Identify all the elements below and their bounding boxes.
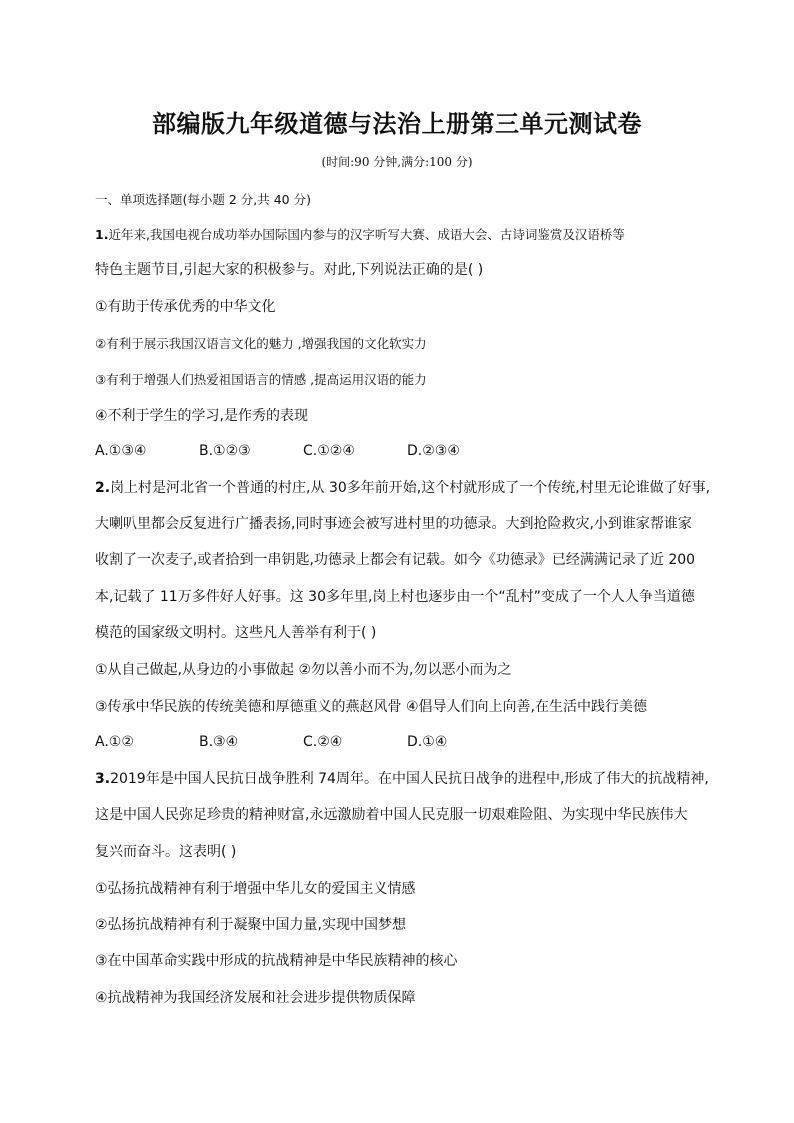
- question-3-item-4: ④抗战精神为我国经济发展和社会进步提供物质保障: [95, 990, 416, 1006]
- question-1-item-1: ①有助于传承优秀的中华文化: [95, 299, 276, 315]
- question-3-item-1: ①弘扬抗战精神有利于增强中华儿女的爱国主义情感: [95, 881, 416, 897]
- question-1-stem-line-1: [95, 226, 625, 244]
- question-2-stem-line-3: 收割了一次麦子,或者拾到一串钥匙,功德录上都会有记载。如今《功德录》已经满满记录了近 200: [95, 552, 696, 568]
- exam-title: 部编版九年级道德与法治上册第三单元测试卷: [152, 110, 642, 138]
- question-2-item-1: ①从自己做起,从身边的小事做起 ②勿以善小而不为,勿以恶小而为之: [95, 662, 512, 678]
- question-1-number: 1.: [95, 227, 109, 242]
- question-1-stem-text: 近年来,我国电视台成功举办国际国内参与的汉字听写大赛、成语大会、古诗词鉴赏及汉语桥等: [108, 227, 625, 242]
- question-1-item-3: ③有利于增强人们热爱祖国语言的情感 ,提高运用汉语的能力: [95, 372, 427, 387]
- question-2-stem-line-5: 模范的国家级文明村。这些凡人善举有利于( ): [95, 625, 377, 641]
- question-2-option-d: D.①④: [407, 734, 448, 750]
- question-2-option-b: B.③④: [199, 734, 239, 750]
- question-3-stem-line-2: 这是中国人民弥足珍贵的精神财富,永远激励着中国人民克服一切艰难险阻、为实现中华民族伟大: [95, 807, 688, 823]
- question-3-stem-line-3: 复兴而奋斗。这表明( ): [95, 844, 237, 860]
- question-2-stem-text: 岗上村是河北省一个普通的村庄,从 30多年前开始,这个村就形成了一个传统,村里无论谁做了好事,: [110, 480, 711, 496]
- question-3-item-3: ③在中国革命实践中形成的抗战精神是中华民族精神的核心: [95, 953, 458, 969]
- question-1-item-4: ④不利于学生的学习,是作秀的表现: [95, 408, 309, 424]
- question-1-stem-line-2: 特色主题节目,引起大家的积极参与。对此,下列说法正确的是( ): [95, 262, 484, 278]
- question-2-stem-line-4: 本,记载了 11万多件好人好事。这 30多年里,岗上村也逐步由一个“乱村”变成了一个人人争当道德: [95, 589, 695, 605]
- question-1-option-a: A.①③④: [95, 443, 147, 459]
- question-1-options: [95, 443, 511, 459]
- question-2-number: 2.: [95, 480, 111, 496]
- question-3-item-2: ②弘扬抗战精神有利于凝聚中国力量,实现中国梦想: [95, 917, 406, 933]
- question-2-options: [95, 734, 511, 750]
- question-2-option-a: A.①②: [95, 734, 134, 750]
- section-heading: 一、单项选择题(每小题 2 分,共 40 分): [95, 192, 311, 207]
- question-2-stem-line-1: [95, 479, 710, 497]
- question-1-option-b: B.①②③: [199, 443, 251, 459]
- question-3-number: 3.: [95, 771, 111, 787]
- question-2-option-c: C.②④: [303, 734, 343, 750]
- question-1-option-c: C.①②④: [303, 443, 355, 459]
- question-3-stem-text: 2019年是中国人民抗日战争胜利 74周年。在中国人民抗日战争的进程中,形成了伟大的抗战精神,: [110, 771, 709, 787]
- question-2-stem-line-2: 大喇叭里都会反复进行广播表扬,同时事迹会被写进村里的功德录。大到抢险救灾,小到谁家帮谁家: [95, 516, 692, 532]
- exam-subtitle: (时间:90 分钟,满分:100 分): [321, 155, 473, 169]
- question-2-item-2: ③传承中华民族的传统美德和厚德重义的燕赵风骨 ④倡导人们向上向善,在生活中践行美德: [95, 699, 647, 715]
- question-3-stem-line-1: [95, 770, 709, 788]
- question-1-option-d: D.②③④: [407, 443, 460, 459]
- question-1-item-2: ②有利于展示我国汉语言文化的魅力 ,增强我国的文化软实力: [95, 336, 427, 351]
